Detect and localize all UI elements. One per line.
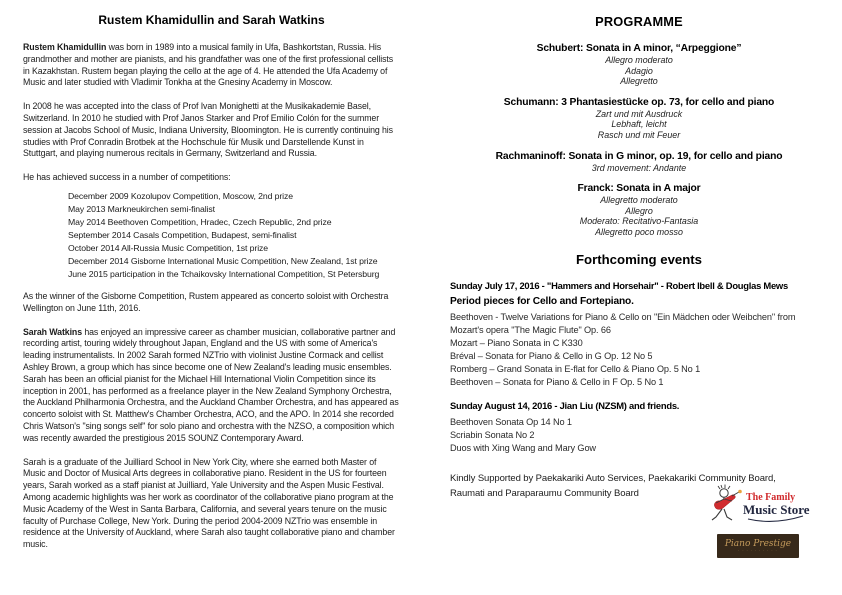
family-music-store-logo bbox=[702, 484, 820, 528]
programme-piece-schubert bbox=[450, 42, 828, 87]
event-item: Scriabin Sonata No 2 bbox=[450, 429, 535, 440]
event-item: Beethoven - Twelve Variations for Piano & Cello on "Ein Mädchen oder Weibchen" from Mozart's opera "The Magic Flute" Op. 66 bbox=[450, 311, 796, 335]
piece-title: Rachmaninoff: Sonata in G minor, op. 19, for cello and piano bbox=[495, 150, 783, 162]
bio-sarah-lead: Sarah Watkins bbox=[23, 326, 82, 337]
event-item: Romberg – Grand Sonata in E-flat for Cello & Piano Op. 5 No 1 bbox=[450, 363, 701, 374]
piano-prestige-tagline: · · · · · · · · · · bbox=[738, 548, 778, 553]
event-item: Duos with Xing Wang and Mary Gow bbox=[450, 442, 596, 453]
bio-sarah-para2: Sarah is a graduate of the Juilliard School in New York City, where she earned both Master of Music and Doctor of Musical Arts degrees in collaborative piano. Resident in the US for fourteen years, Sarah worked as a staff pianist at Juilliard, Yale University and the Aspen Music Festival. Among academic highlights was her work as coordinator of the collaborative piano program at the Music Academy of the West in Santa Barbara, California, and several years tenure on the music faculty of Purchase College, New York. During the period 2004-2009 NZTrio was ensemble in residence at the University of Auckland, where Sarah also taught collaborative piano and chamber music. bbox=[23, 456, 395, 550]
support-note: Kindly Supported by Paekakariki Auto Services, Paekakariki Community Board, Raumati and Paraparaumu Community Board bbox=[450, 472, 776, 499]
programme-piece-schumann bbox=[450, 96, 828, 141]
competition-item: October 2014 All-Russia Music Competition, 1st prize bbox=[68, 242, 269, 253]
piece-movement: Adagio bbox=[625, 65, 653, 76]
page-biographies bbox=[23, 0, 400, 563]
piece-movement: Allegro moderato bbox=[605, 55, 673, 65]
bio-sarah-para1-text: has enjoyed an impressive career as chamber musician, collaborative partner and recording artist, touring widely throughout Japan, England and the US with some of America's leading instrumentalists. In 2002 Sarah formed NZTrio with violinist Justine Cormack and cellist Ashley Brown, a group which has since become one of New Zealand's leading music ensembles. Sarah has been an official pianist for the Michael Hill International Violin Competition since its inception in 2001, has performed as a freelance player in the New Zealand Symphony Orchestra, the Auckland Philharmonia Orchestra, and the Auckland Chamber Orchestra, and has appeared as concerto soloist with St. Matthew's Chamber Orchestra, ACO, and the APO. In 2014 she recorded Chris Watson's "sing songs self" for solo piano and orchestra with the NZSO, a composition which was recently awarded the prestigious 2015 SOUNZ Contemporary Award. bbox=[23, 326, 399, 443]
piece-title: Schumann: 3 Phantasiestücke op. 73, for cello and piano bbox=[503, 96, 775, 108]
piece-movement: Allegretto bbox=[620, 76, 658, 87]
event-item: Bréval – Sonata for Piano & Cello in G Op. 12 No 5 bbox=[450, 350, 653, 361]
competitions-list bbox=[68, 190, 400, 281]
event-heading: Sunday July 17, 2016 - "Hammers and Horsehair" - Robert Ibell & Douglas Mews bbox=[450, 279, 788, 291]
competition-item: June 2015 participation in the Tchaikovsky International Competition, St Petersburg bbox=[68, 268, 380, 279]
competition-item: May 2013 Markneukirchen semi-finalist bbox=[68, 203, 215, 214]
piece-title: Franck: Sonata in A major bbox=[577, 183, 701, 195]
piece-movement: Allegretto moderato bbox=[600, 195, 678, 206]
bio-sarah-para1 bbox=[23, 327, 400, 445]
programme-piece-rachmaninoff bbox=[450, 150, 828, 174]
event-heading: Sunday August 14, 2016 - Jian Liu (NZSM) and friends. bbox=[450, 399, 680, 411]
programme-title: PROGRAMME bbox=[595, 14, 683, 29]
competition-item: December 2009 Kozolupov Competition, Moscow, 2nd prize bbox=[68, 190, 293, 201]
competition-item: December 2014 Gisborne International Music Competition, New Zealand, 1st prize bbox=[68, 255, 378, 266]
page-title: Rustem Khamidullin and Sarah Watkins bbox=[98, 13, 325, 27]
event-subheading: Period pieces for Cello and Fortepiano. bbox=[450, 295, 634, 307]
bio-rustem-lead: Rustem Khamidullin bbox=[23, 42, 107, 52]
competitions-intro: He has achieved success in a number of competitions: bbox=[23, 172, 231, 183]
family-logo-line2: Music Store bbox=[743, 502, 810, 517]
piece-movement: 3rd movement: Andante bbox=[591, 162, 687, 173]
event-item: Beethoven Sonata Op 14 No 1 bbox=[450, 416, 572, 427]
forthcoming-events-title: Forthcoming events bbox=[575, 251, 703, 267]
piece-movement: Zart und mit Ausdruck bbox=[595, 108, 683, 119]
winner-note: As the winner of the Gisborne Competition, Rustem appeared as concerto soloist with Orchestra Wellington on June 11th, 2016. bbox=[23, 290, 389, 313]
piece-movement: Allegretto poco mosso bbox=[595, 226, 683, 237]
bio-rustem-para2: In 2008 he was accepted into the class of Prof Ivan Monighetti at the Musikakademie Basel, Switzerland. In 2010 he studied with Prof Janos Starker and Prof Emilio Colón for the summer session at Jacobs School of Music, Indiana University, Bloomington. He is currently continuing his studies with Prof Conradin Brotbek at the Hochschule für Musik und Darstellende Kunst in Stuttgart, and playing numerous recitals in Germany, Switzerland and Russia. bbox=[23, 101, 393, 159]
event-july-17 bbox=[450, 279, 828, 389]
piece-title: Schubert: Sonata in A minor, “Arpeggione” bbox=[536, 43, 742, 54]
event-august-14 bbox=[450, 399, 828, 455]
piece-movement: Lebhaft, leicht bbox=[611, 119, 667, 130]
page-programme bbox=[450, 0, 828, 510]
piece-movement: Rasch und mit Feuer bbox=[597, 129, 681, 140]
bio-rustem-para1 bbox=[23, 42, 400, 89]
piece-movement: Moderato: Recitativo-Fantasia bbox=[579, 216, 699, 227]
cellist-stick-figure-icon bbox=[702, 484, 820, 528]
competition-item: May 2014 Beethoven Competition, Hradec, Czech Republic, 2nd prize bbox=[68, 216, 332, 227]
event-item: Mozart – Piano Sonata in C K330 bbox=[450, 337, 583, 348]
family-logo-line1: The Family bbox=[746, 492, 796, 503]
piano-prestige-name: Piano Prestige bbox=[724, 538, 792, 549]
piece-movement: Allegro bbox=[625, 205, 653, 216]
bio-rustem-para1-text: was born in 1989 into a musical family in Ufa, Bashkortstan, Russia. His grandmother and mother are pianists, and his grandfather was one of the first professional cellists in Kazakhstan. Rustem began playing the cello at the age of 4. He attended the Ufa Academy of Music and later studied with Vladimir Tonkha at the Gnesiny Academy in Moscow. bbox=[23, 42, 394, 88]
event-item: Beethoven – Sonata for Piano & Cello in F Op. 5 No 1 bbox=[450, 376, 664, 387]
piano-prestige-logo bbox=[717, 534, 799, 558]
programme-piece-franck bbox=[450, 182, 828, 237]
competition-item: September 2014 Casals Competition, Budapest, semi-finalist bbox=[68, 229, 297, 240]
